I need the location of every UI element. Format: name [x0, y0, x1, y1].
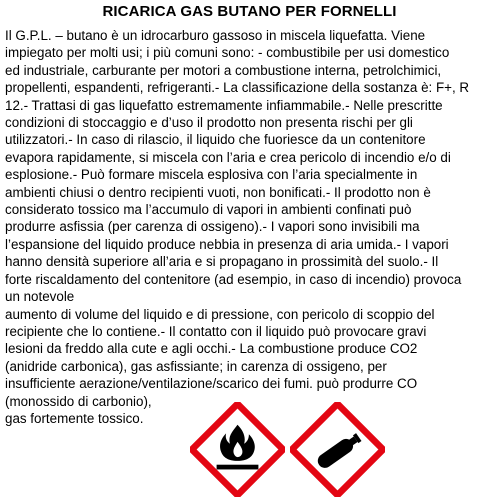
text-line: evapora rapidamente, si miscela con l’aria e crea pericolo di incendio e/o di: [5, 149, 451, 165]
text-line: forte riscaldamento del contenitore (ad esempio, in caso di incendio) provoca: [5, 271, 462, 287]
text-line: Il G.P.L. – butano è un idrocarburo gassoso in miscela liquefatta. Viene: [5, 28, 426, 43]
text-line: condizioni di stoccaggio e d’uso il prodotto non presenta rischi per gli: [5, 115, 413, 131]
document-title: RICARICA GAS BUTANO PER FORNELLI: [102, 3, 397, 20]
text-line: hanno densità superiore all’aria e si propagano in prossimità del suolo.- Il: [5, 254, 439, 270]
text-line: gas fortemente tossico.: [5, 410, 144, 426]
text-line: esplosione.- Può formare miscela esplosiva con l’aria specialmente in: [5, 167, 418, 183]
text-line: (anidride carbonica), gas asfissiante; in carenza di ossigeno, per: [5, 358, 387, 374]
text-line: l’espansione del liquido produce nebbia in presenza di aria umida.- I vapori: [5, 236, 449, 252]
text-line: recipiente che lo contiene.- Il contatto con il liquido può provocare gravi: [5, 323, 427, 339]
gas-cylinder-pictogram: [290, 402, 385, 497]
gas-cylinder-icon: [290, 402, 385, 497]
text-line: aumento di volume del liquido e di pressione, con pericolo di scoppio del: [5, 306, 435, 322]
text-line: ed industriale, carburante per motori a combustione interna, petrolchimici,: [5, 62, 442, 78]
text-line: considerato tossico ma l’accumulo di vapori in ambienti confinati può: [5, 202, 412, 218]
text-line: propellenti, espandenti, refrigeranti.- La classificazione della sostanza è: F+, R: [5, 80, 470, 96]
text-line: 12.- Trattasi di gas liquefatto estremamente infiammabile.- Nelle prescritte: [5, 97, 443, 113]
text-line: ambienti chiusi o dentro recipienti vuoti, non bonificati.- Il prodotto non è: [5, 184, 431, 200]
document-body: [5, 27, 493, 427]
text-line: impiegato per molti usi; i più comuni sono: - combustibile per usi domestico: [5, 45, 450, 61]
hazard-pictograms: [190, 402, 385, 497]
text-line: (monossido di carbonio),: [5, 393, 152, 409]
flame-icon: [190, 402, 285, 497]
text-line: lesioni da freddo alla cute e agli occhi.- La combustione produce CO2: [5, 341, 418, 357]
flammable-pictogram: [190, 402, 285, 497]
text-line: insufficiente aerazione/ventilazione/scarico dei fumi. può produrre CO: [5, 376, 418, 392]
text-line: produrre asfissia (per carenza di ossigeno).- I vapori sono invisibili ma: [5, 219, 420, 235]
text-line: utilizzatori.- In caso di rilascio, il liquido che fuoriesce da un contenitore: [5, 132, 426, 148]
text-line: un notevole: [5, 289, 75, 305]
